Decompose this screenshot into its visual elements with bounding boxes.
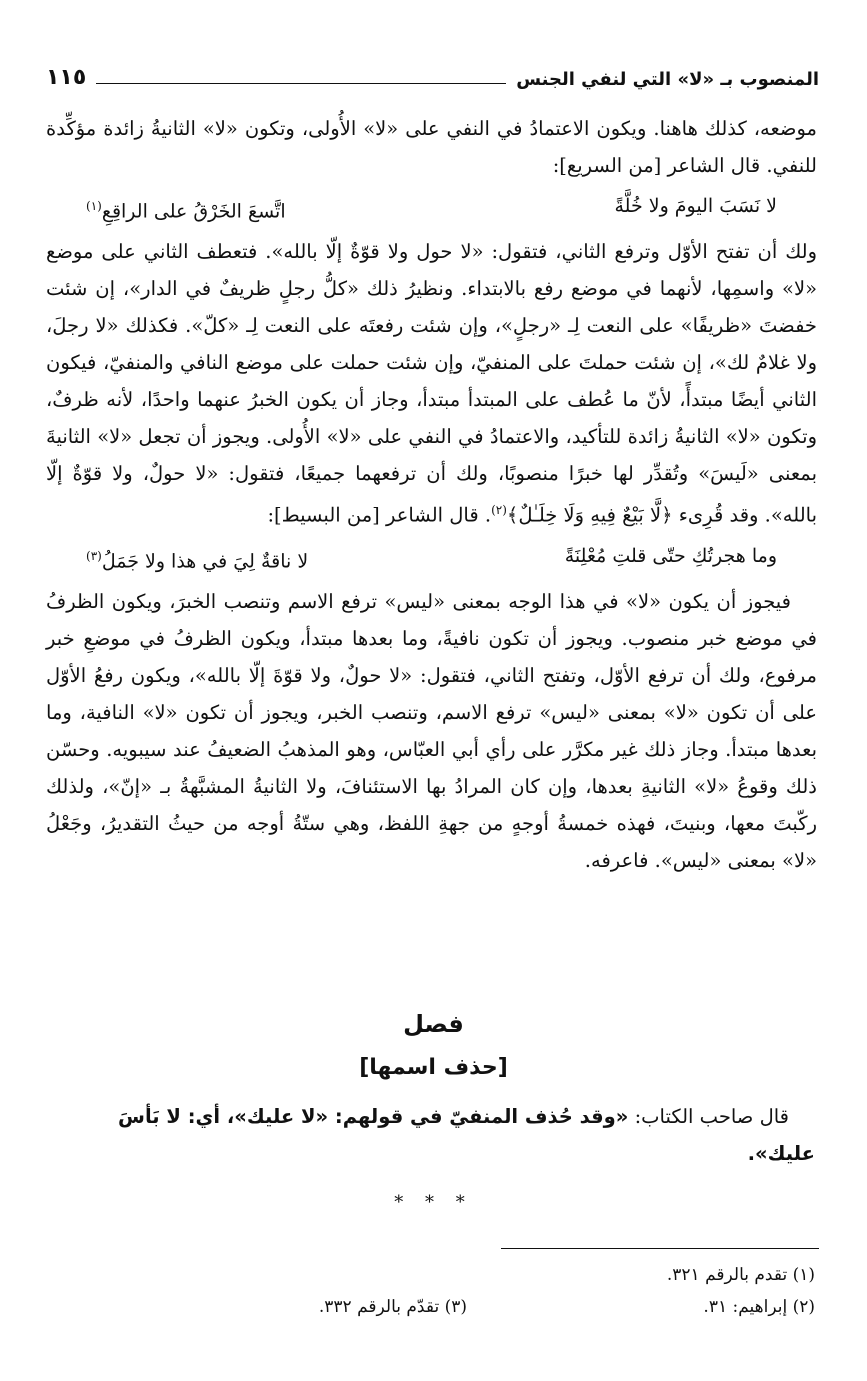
verse-2 bbox=[86, 538, 777, 579]
quote-bold: «وقد حُذف المنفيّ في قولهم: «لا عليك»، أي: لا بَأسَ عليك». bbox=[118, 1105, 815, 1165]
footnote-rule bbox=[501, 1248, 819, 1249]
main-text bbox=[46, 110, 817, 879]
verse-1-second-hemistich-wrap bbox=[86, 188, 286, 229]
quote-intro: قال صاحب الكتاب: bbox=[628, 1105, 789, 1128]
footnote-ref-3: (٣) bbox=[86, 548, 102, 563]
verse-1 bbox=[86, 188, 777, 229]
footnote-2: (٢) إبراهيم: ٣١. bbox=[703, 1297, 815, 1317]
paragraph-2-tail: . قال الشاعر [من البسيط]: bbox=[267, 503, 492, 527]
paragraph-2 bbox=[46, 233, 817, 534]
running-header bbox=[46, 50, 819, 90]
verse-2-second-hemistich: لا ناقةٌ لِيَ في هذا ولا جَمَلُ bbox=[101, 550, 309, 573]
verse-1-first-hemistich: لا نَسَبَ اليومَ ولا خُلَّةً bbox=[614, 195, 777, 217]
header-rule bbox=[96, 83, 506, 84]
footnote-ref-2: (٢) bbox=[491, 503, 507, 518]
section-separator: * * * bbox=[394, 1192, 473, 1213]
paragraph-1: موضعه، كذلك هاهنا. ويكون الاعتمادُ في النفي على «لا» الأُولى، وتكون «لا» الثانيةُ زائدة مؤكِّدة للنفي. قال الشاعر [من السريع]: bbox=[46, 117, 817, 177]
quote-paragraph bbox=[48, 1098, 815, 1172]
verse-2-first-hemistich: وما هجرتُكِ حتّى قلتِ مُعْلِنَةً bbox=[564, 544, 777, 567]
verse-2-second-hemistich-wrap bbox=[86, 538, 308, 579]
section-heading: فصل bbox=[403, 1010, 464, 1038]
paragraph-2-text: ولك أن تفتح الأوّل وترفع الثاني، فتقول: «لا حول ولا قوّةٌ إلّا بالله». فتعطف الثاني على موضع «لا» واسمِها، لأنهما في موضع رفع بالابتداء. ونظيرُ ذلك «كلُّ رجلٍ ظريفٌ في الدار»، إن شئت خفضتَ «ظريفًا» على النعت لِـ «رجلٍ»، وإن شئت رفعتَه على النعت لِـ «كلّ». فكذلك «لا رجلَ، ولا غلامٌ لك»، إن شئت حملتَ على المنفيّ، وإن شئت حملت على موضع النافي والمنفيّ، فيكون الثاني أيضًا مبتدأً، لأنّ ما عُطف على المبتدأ مبتدأ، وجاز أن يكون الخبرُ عنهما واحدًا، لأنه ظرفٌ، وتكون «لا» الثانيةُ زائدة للتأكيد، والاعتمادُ في النفي على «لا» الأُولى. ويجوز أن تجعل «لا» الثانيةَ بمعنى «لَيسَ» وتُقدِّر لها خبرًا منصوبًا، ولك أن ترفعهما جميعًا، فتقول: «لا حولٌ، ولا قوّةٌ إلّا بالله». وقد قُرِىء ﴿لَّا بَيْعٌ فِيهِ وَلَا خِلَـٰلٌ﴾ bbox=[46, 240, 817, 527]
header-title: المنصوب بـ «لا» التي لنفي الجنس bbox=[516, 69, 819, 90]
verse-1-second-hemistich: اتَّسعَ الخَرْقُ على الراقِعِ bbox=[101, 200, 286, 223]
paragraph-3: فيجوز أن يكون «لا» في هذا الوجه بمعنى «ليس» ترفع الاسم وتنصب الخبرَ، ويكون الظرفُ في موضع خبر منصوب. ويجوز أن تكون نافيةً، وما بعدها مبتدأ، ويكون الظرفُ في موضعِ خبر مرفوع، ولك أن ترفع الأوّل، وتفتح الثاني، فتقول: «لا حولٌ، ولا قوّةَ إلّا بالله»، ويكون رفعُ الأوّل على أن تكون «لا» بمعنى «ليس» ترفع الاسم، وتنصب الخبر، ويجوز أن تكون «لا» النافية، وما بعدها مبتدأ. وجاز ذلك غير مكرَّر على رأي أبي العبّاس، وهو المذهبُ الضعيفُ عند سيبويه. وحسّن ذلك وقوعُ «لا» الثانيةِ بعدها، وإن كان المرادُ بها الاستئنافَ، ولا الثانيةُ المشبَّهةُ بـ «إنّ»، ولذلك ركّبتَ معها، وبنيتَ، فهذه خمسةُ أوجهٍ من جهةِ اللفظ، وهي ستّةُ أوجه من حيثُ التقديرُ، وجَعْلُ «لا» بمعنى «ليس». فاعرفه. bbox=[46, 590, 817, 873]
footnote-1: (١) تقدم بالرقم ٣٢١. bbox=[666, 1265, 815, 1285]
footnote-3: (٣) تقدّم بالرقم ٣٣٢. bbox=[318, 1297, 467, 1317]
footnote-ref-1: (١) bbox=[86, 199, 102, 213]
page-number: ١١٥ bbox=[46, 65, 87, 90]
section-subheading: [حذف اسمها] bbox=[359, 1055, 508, 1080]
